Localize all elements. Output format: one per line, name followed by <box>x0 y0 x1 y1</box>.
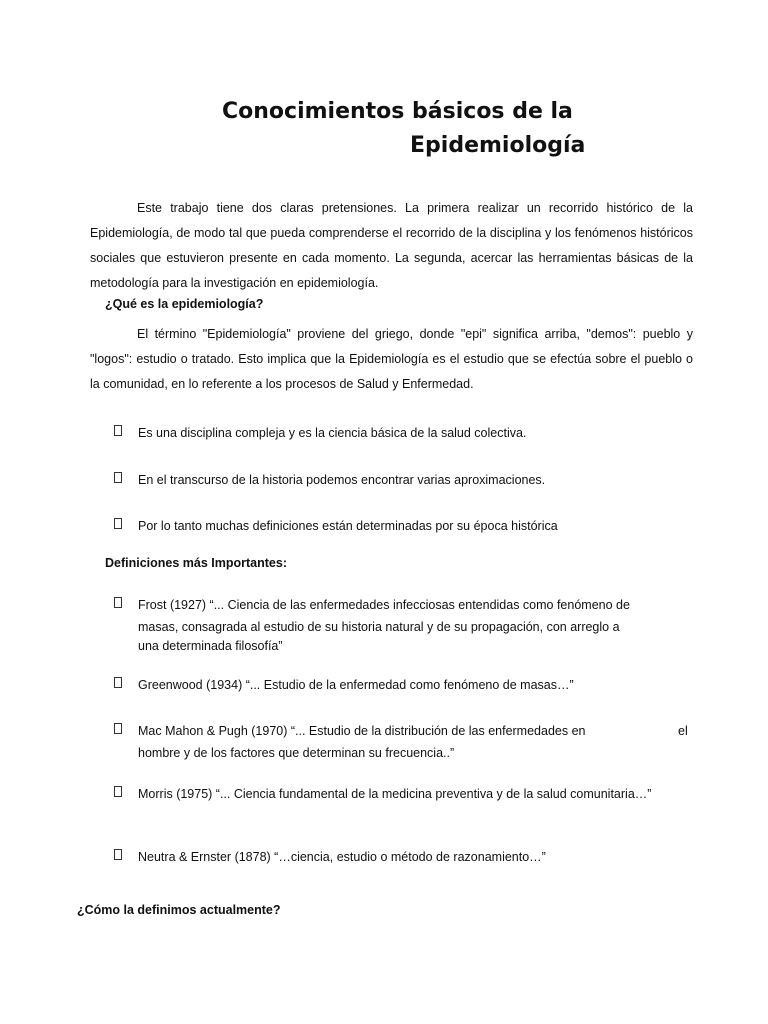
macmahon-tail: el <box>678 724 688 738</box>
bullet-text: Por lo tanto muchas definiciones están determinadas por su época histórica <box>138 519 558 533</box>
definition-text: Morris (1975) “... Ciencia fundamental de la medicina preventiva y de la salud comunitaria…” <box>138 787 652 801</box>
bullet-box-icon <box>114 786 122 797</box>
heading-que-es: ¿Qué es la epidemiología? <box>105 297 264 311</box>
heading-como: ¿Cómo la definimos actualmente? <box>77 903 281 917</box>
bullet-box-icon <box>114 677 122 688</box>
definition-text: Greenwood (1934) “... Estudio de la enfermedad como fenómeno de masas…” <box>138 678 574 692</box>
intro-paragraph-text: Este trabajo tiene dos claras pretensiones. La primera realizar un recorrido histórico de la Epidemiología, de modo tal que pueda comprenderse el recorrido de la disciplina y los fenómenos históricos sociales que estuvieron presente en cada momento. La segunda, acercar las herramientas básicas de la metodología para la investigación en epidemiología. <box>90 201 693 290</box>
bullet-box-icon <box>114 723 122 734</box>
bullet-box-icon <box>114 425 122 436</box>
bullet-box-icon <box>114 597 122 608</box>
frost-line-3: una determinada filosofía” <box>138 639 283 653</box>
bullet-text: Es una disciplina compleja y es la ciencia básica de la salud colectiva. <box>138 426 527 440</box>
bullet-box-icon <box>114 518 122 529</box>
bullet-box-icon <box>114 849 122 860</box>
intro-paragraph <box>90 196 693 296</box>
definition-text: Neutra & Ernster (1878) “…ciencia, estudio o método de razonamiento…” <box>138 850 546 864</box>
title-line-2: Epidemiología <box>410 133 586 158</box>
definition-paragraph <box>90 322 693 397</box>
macmahon-line-1: Mac Mahon & Pugh (1970) “... Estudio de la distribución de las enfermedades en <box>138 724 586 738</box>
bullet-box-icon <box>114 472 122 483</box>
definition-text <box>138 720 669 764</box>
frost-line-2: masas, consagrada al estudio de su historia natural y de su propagación, con arreglo a <box>138 620 620 634</box>
definition-paragraph-text: El término "Epidemiología" proviene del griego, donde "epi" significa arriba, "demos": pueblo y "logos": estudio o tratado. Esto implica que la Epidemiología es el estudio que se efectúa sobre el pueblo o la comunidad, en lo referente a los procesos de Salud y Enfermedad. <box>90 327 693 391</box>
title-line-1: Conocimientos básicos de la <box>222 99 573 124</box>
frost-line-1: Frost (1927) “... Ciencia de las enfermedades infecciosas entendidas como fenómeno de <box>138 598 630 612</box>
definition-text <box>138 594 669 654</box>
macmahon-line-2: hombre y de los factores que determinan su frecuencia..” <box>138 746 455 760</box>
bullet-text: En el transcurso de la historia podemos encontrar varias aproximaciones. <box>138 473 546 487</box>
heading-definiciones: Definiciones más Importantes: <box>105 556 287 570</box>
